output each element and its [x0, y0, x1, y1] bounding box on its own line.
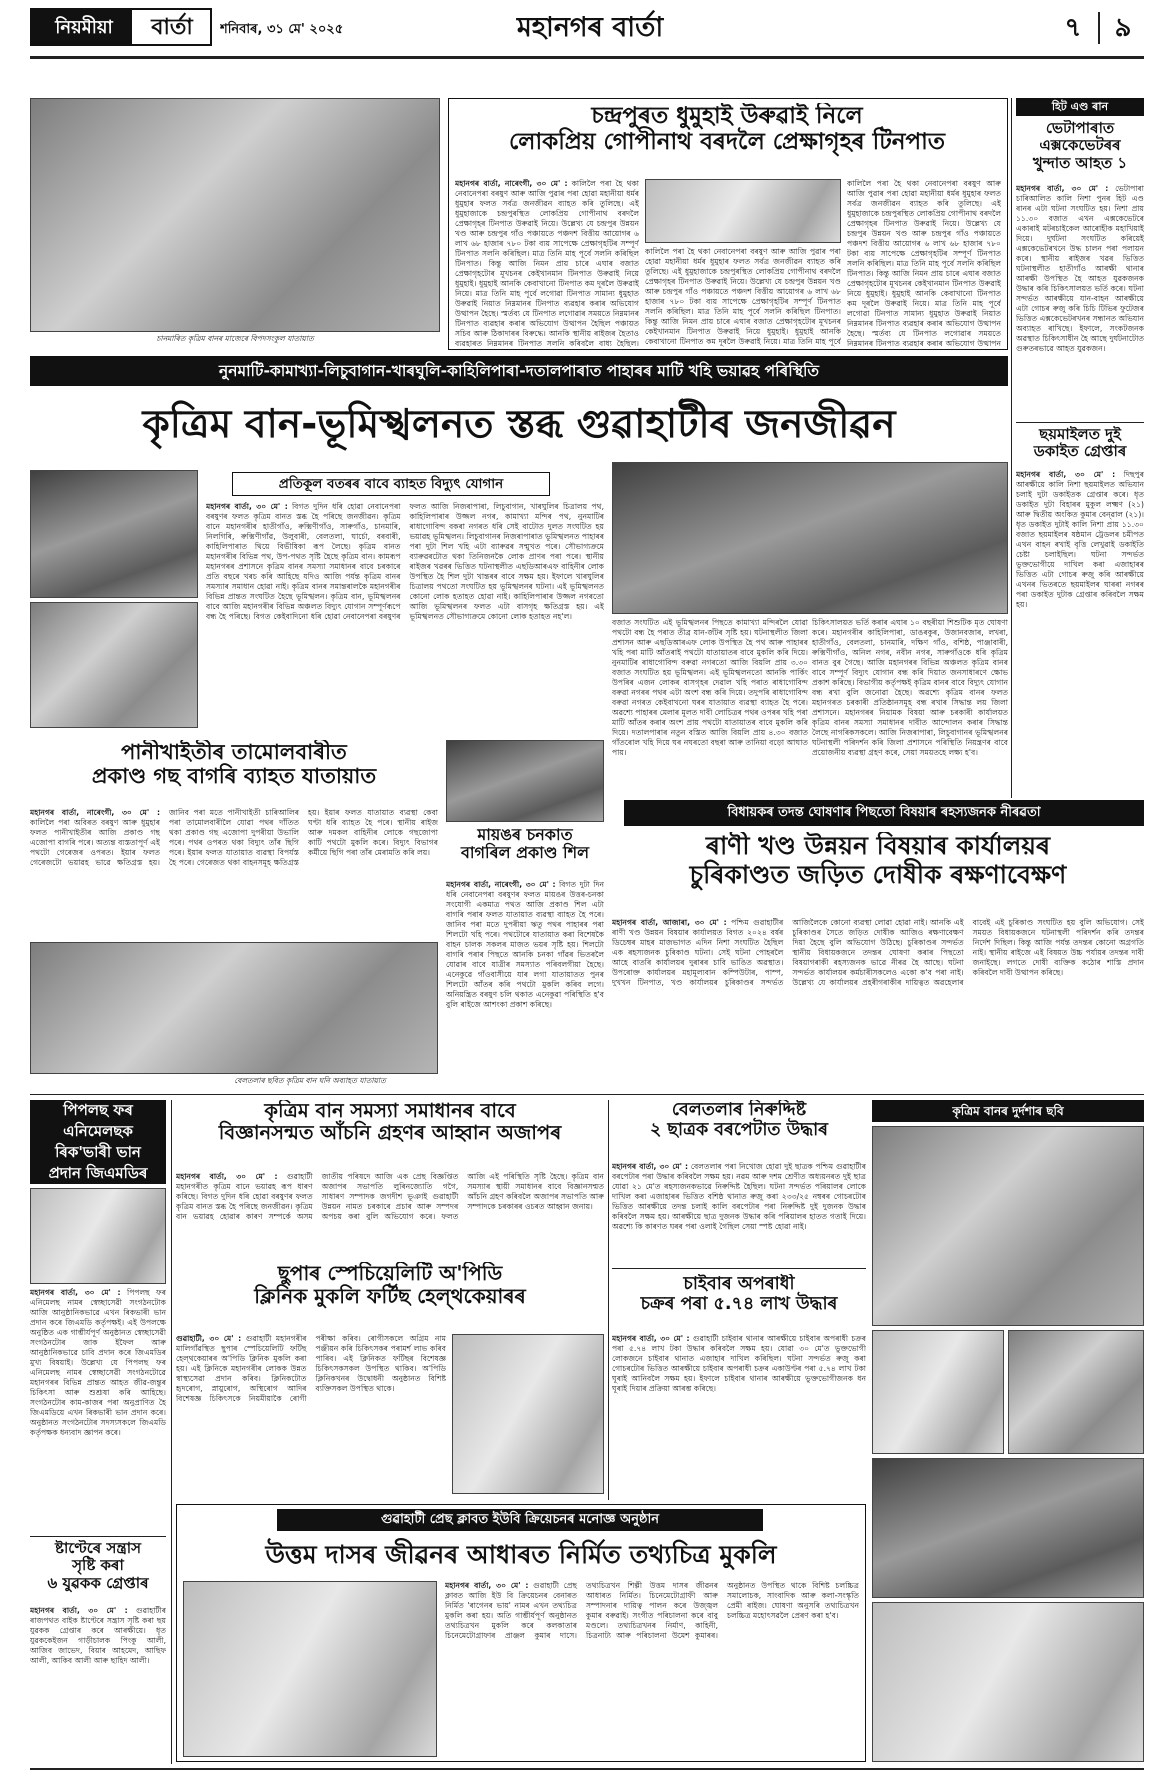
fallen-tree-photo: [612, 462, 1008, 614]
stunt-story-text: মহানগৰ বাৰ্তা, ৩০ মে' : গুৱাহাটীৰ ৰাজপথত বাইক ষ্টাণ্টেৰে সন্ত্ৰাস সৃষ্টি কৰা ছয় যুৱকক গ্ৰেপ্তাৰ কৰে আৰক্ষীয়ে। ধৃত যুৱককেইজন গাড়ীচালক পিংকু আলী, আজিব জাভেদ, বিয়াৰ আহমেদ, আছিফ আলী, আকিব আলী আৰু ছাহিদ আলী।: [30, 1606, 166, 1665]
flood-car-photo: [872, 1126, 1144, 1326]
right-column-top: [1016, 98, 1144, 618]
top-story-text-right: কালিলৈ পৰা হৈ থকা নেবানেপৰা বৰষুণ আৰু আজি পুৱাৰ পৰা হোৱা মহানীয়া ধৰ্মৰ ধুমুহাৰ ফলত সৰ্বত্ৰ জনজীৱন ব্যাহত কৰি তুলিছে। এই ধুমুহাজাকে চন্দ্ৰপুৰস্থিত লোকপ্ৰিয় গোপীনাথ বৰদলৈ প্ৰেক্ষাগৃহৰ টিনপাত উৰুৱাই নিয়ে। উল্লেখ্য যে চন্দ্ৰপুৰ উন্নয়ন খণ্ড আৰু চন্দ্ৰপুৰ গাঁও পঞ্চায়তে পঞ্চদশ বিত্তীয় আয়োগৰ ৬ লাখ ৬৮ হাজাৰ ৭৮০ টকা ব্যয় সাপেক্ষে প্ৰেক্ষাগৃহটিৰ সম্পূৰ্ণ টিনপাত সলনি কৰিছিল। মাত্ৰ তিনি মাহ পূৰ্বে সলনি কৰিছিল টিনপাত। কিন্তু আজি নিমন প্ৰায় চাৰে এঘাৰ বজাত প্ৰেক্ষাগৃহটোৰ মূখচনৰ কেইখানমান টিনপাত উৰুৱাই নিয়ে ধুমুহাই। ধুমুহাই আনকি কেবাখানো টিনপাত কম দূৰলৈ উৰুৱাই নিয়ে। মাত্ৰ তিনি মাহ পূৰ্বে লগোৱা টিনপাত সামান্য ধুমুহাত উৰুৱাই নিয়াত নিম্নমানৰ টিনপাত ব্যৱহাৰ কৰাৰ অভিযোগ উত্থাপন হৈছে। স্মৰ্তব্য যে টিনপাত লগোৱাৰ সময়তে নিম্নমানৰ টিনপাত ব্যৱহাৰ কৰাৰ অভিযোগ উত্থাপন: [847, 179, 1001, 347]
clinic-photo: [452, 1334, 604, 1494]
flood-photo-5: [872, 1602, 1144, 1762]
office-headline: ৰাণী খণ্ড উন্নয়ন বিষয়াৰ কাৰ্যালয়ৰ চুৰিকাণ্ডত জড়িত দোষীক ৰক্ষণাবেক্ষণ: [689, 832, 1067, 889]
science-story-text: মহানগৰ বাৰ্তা, ৩০ মে' : গুৱাহাটী মহানগৰীত কৃত্ৰিম বানে ভয়াৱহ ৰূপ ধাৰণ কৰিছে। বিগত দুদিন ধৰি হোৱা বৰষুণৰ ফলত কৃত্ৰিম বানত স্তব্ধ হৈ পৰিছে জনজীৱন। কৃত্ৰিম বান ভয়াৱহ হোৱাৰ কাৰণ সম্পৰ্কে অসম জাতীয় পৰিষদে আজি এক প্ৰেছ বিজ্ঞপ্তিত অজাপৰ সভাপতি লুৰিনজ্যোতি গগৈ, সাধাৰণ সম্পাদক জগদীশ ভূঞাই গুৱাহাটী উন্নয়ন নামত চৰকাৰে প্ৰচাৰ আৰু সম্পদৰ অপচয় কৰা বুলি অভিযোগ কৰে। ফলত আজি এই পৰিস্থিতি সৃষ্টি হৈছে। কৃত্ৰিম বান সমস্যাৰ স্থায়ী সমাধানৰ বাবে বিজ্ঞানসন্মত আঁচনি গ্ৰহণ কৰিবলৈ অজাপৰ সভাপতি আৰু সম্পাদকে চৰকাৰৰ ওচৰত আহ্বান জনায়।: [176, 1172, 604, 1221]
banner: নুনমাটি-কামাখ্যা-লিচুবাগান-খাৰঘুলি-কাহিলিপাৰা-দতালপাৰাত পাহাৰৰ মাটি খহি ভয়াৱহ পৰিস্থিতি: [30, 356, 1008, 386]
rock-photo: [446, 740, 604, 822]
footer-rule: [30, 1768, 1144, 1770]
flood-photo-top: [30, 98, 440, 332]
power-story-cont2: চিকিৎসালয়ত ভৰ্তি কৰাৰ এঘাৰ ১০ বছৰীয়া শিশুটিক মৃত ঘোষণা কৰে। মহানগৰীৰ কাহিলিপাৰা, ডাঙৰকুৰ, উজানবজাৰ, লখৰা, হাতীগাঁও, বেলতলা, চানমাৰি, দক্ষিণ গাঁও, বশিষ্ঠ, পাঞ্জাবাৰী, ৰুক্মিণীগাঁও, অনিল নগৰ, নবীন নগৰ, সাৰুগাঁওকে ধৰি কৃত্ৰিম বানত বুৰ গৈছে। আজি মহানগৰৰ বিভিন্ন অঞ্চলত কৃত্ৰিম বানৰ বাবে সম্পূৰ্ণ বিদ্যুৎ যোগান বন্ধ কৰি দিয়াত জনসাধাৰণে ক্ষোভ প্ৰকাশ কৰিছে। বিভাগীয় কৰ্তৃপক্ষই কৃত্ৰিম বানৰ বাবে বিদ্যুৎ যোগান বন্ধ ৰখা বুলি জনোৱা হৈছে। অৱশ্যে কৃত্ৰিম বানৰ ফলত মহানগৰত চৰকাৰী প্ৰতিষ্ঠানসমূহ বন্ধ ৰখাৰ সিদ্ধান্ত লয় জিলা প্ৰশাসনে। মহানগৰৰ নিয়ামক বিষয়া আৰু চৰকাৰী কাৰ্যালয়ত কৃত্ৰিম বানৰ সমস্যা সমাধানৰ দাবীত আন্দোলন কৰাৰ সিদ্ধান্ত লৈছে নাগৰিকসকলে। আজি নিজৰাপাৰা, লিচুবাগানৰ ভূমিস্খলনৰ ঘটনাস্থলী পৰিদৰ্শন কৰি জিলা প্ৰশাসনে পৰিস্থিতি নিয়ন্ত্ৰণৰ বাবে প্ৰয়োজনীয় ব্যৱস্থা গ্ৰহণ কৰে, সেয়া সময়তহে লক্ষ্য হ'ব।: [812, 618, 1008, 757]
film-headline: উত্তম দাসৰ জীৱনৰ আধাৰত নিৰ্মিত তথ্যচিত্ৰ মুকলি: [265, 1540, 777, 1569]
power-kicker: প্ৰতিকূল বতৰৰ বাবে ব্যাহত বিদ্যুৎ যোগান: [232, 472, 550, 496]
logo: [30, 8, 212, 46]
landslide-photo-1: [30, 470, 198, 598]
right-headline: ভেটাপাৰাত এক্সকেভেটৰৰ খুন্দাত আহত ১: [1032, 120, 1128, 172]
page-number-box: [1054, 8, 1144, 48]
power-story-cont: বজাত সংঘটিত এই ভূমিস্খলনৰ পিছতে কামাখ্যা মন্দিৰলৈ যোৱা পথটো বন্ধ হৈ পৰাত তীব্ৰ যান-জঁটৰ সৃষ্টি হয়। ঘটনাস্থলীত জিলা প্ৰশাসন আৰু এছডিআৰএফ লোক উপস্থিত হৈ পথ আৰু পাহাৰৰ খহি পৰা মাটি আঁতৰাই পথটো যাতায়াতৰ বাবে মুকলি কৰি দিয়ে। নুনমাটিৰ ৰাধাগোবিন্দ বৰুৱা নগৰতো আজি বিয়লি প্ৰায় ৩.৩০ বজাত সংঘটিত হয় ভূমিস্খলন। এই ভূমিস্খলনতো আনকি পাৰ্কিং উপৰিৰ এজন লোকৰ বাসগৃহৰ দেৱাল খহি পৰাত ৰাধাগোবিন্দ বৰুৱা নগৰৰ পথৰ এটা অংশ বন্ধ কৰি দিয়ে। তদুপৰি ৰাধাগোবিন্দ বৰুৱা নগৰত কেইবাখনো ঘৰৰ যাতায়াত ব্যৱস্থা ব্যাহত হৈ পৰে। অৱশ্যে পাহাৰৰ মেলাৰ মূলত দাবী লোচিত্ৰৰ পথৰ ওপৰৰ খহি পৰা মাটি আঁতৰ কৰাৰ অংশ প্ৰায় পথটো যাতায়াতৰ বাবে মুকলি কৰি দিয়ে। দতালপাৰাৰ নতুন বস্তিত আজি বিয়লি প্ৰায় ৪.৩০ বজাত গাঁতৰোল খহি দিয়ে ঘৰ নঘৰতো বছৰা আৰু তানিয়া বড়ো আঘাত পায়।: [612, 618, 808, 757]
tree-story-headline: পানীখাইতীৰ তামোলবাৰীত প্ৰকাণ্ড গছ বাগৰি ব্যাহত যাতায়াত: [91, 740, 377, 789]
flood-photo-4: [872, 1458, 1144, 1598]
right-kicker: হিট এণ্ড ৰান: [1016, 98, 1144, 116]
tree-story-text: মহানগৰ বাৰ্তা, নাৰেংগী, ৩০ মে' : কালিলৈ পৰা অবিৰত বৰষুণ আৰু ধুমুহাৰ ফলত পানীখাইতীৰ আজি প্ৰকাণ্ড গছ এজোপা বাগৰি পৰে। অত্যন্ত ব্যস্ততাপূৰ্ণ এই পথটো গেৰেজৰ ওপৰত। ইয়াৰ ফলত গেৰেজটো ভয়াৱহ ভাৱে ক্ষতিগ্ৰস্ত হয়। জানিব পৰা মতে পানীখাইতী চাৰিআলিৰ পৰা তামোলবাৰীলৈ যোৱা পথৰ দাঁতিত থকা প্ৰকাণ্ড গছ এজোপা দুপৰীয়া উভালি পৰে। পথৰ ওপৰত থকা বিদ্যুৎ তাঁৰ ছিগি পৰে। ইয়াৰ ফলত যাতায়াত ব্যৱস্থা বিপৰ্যস্ত হৈ পৰে। গেৰেজত থকা বাহনসমূহ ক্ষতিগ্ৰস্ত হয়। ইয়াৰ ফলত যাতায়াত ব্যৱস্থা কেবা ঘণ্টা ধৰি ব্যাহত হৈ পৰে। স্থানীয় ৰাইজ আৰু দমকল বাহিনীৰ লোকে গছজোপা কাটি পথটো মুকলি কৰে। বিদ্যুৎ বিভাগৰ কৰ্মীয়ে ছিগি পৰা তাঁৰ মেৰামতি কৰি লয়।: [30, 808, 438, 867]
clinic-headline: ছুপাৰ স্পেচিয়েলিটি অ'পিডি ক্লিনিক মুকলি ফৰ্টিছ হেল্‌থকেয়াৰৰ: [254, 1262, 526, 1308]
top-story-photo: [645, 179, 841, 243]
pipal-photo: [30, 1188, 166, 1284]
section-title: মহানগৰ বাৰ্তা: [516, 12, 664, 43]
rescue-story-text: মহানগৰ বাৰ্তা, ৩০ মে' : বেলতলাৰ পৰা নিখোজ হোৱা দুই ছাত্ৰক পশ্চিম গুৱাহাটীৰ বৰপেটাৰ পৰা উদ্ধাৰ কৰিবলৈ সক্ষম হয়। নৱম আৰু দশম শ্ৰেণীত অধ্যয়নৰত দুই ছাত্ৰ যোৱা ২১ মে'ত ৰহস্যজনকভাৱে নিৰুদ্দিষ্ট হৈছিল। ঘটনা সন্দৰ্ভত পৰিয়ালৰ লোকে দাখিল কৰা এজাহাৰৰ ভিত্তিত বশিষ্ঠ থানাত ৰুজু কৰা ২৩৩/২৫ নম্বৰৰ গোচৰটোৰ ভিত্তিত আৰক্ষীয়ে তদন্ত চলাই কালি বৰপেটাৰ পৰা নিৰুদ্দিষ্ট দুই দুজনক উদ্ধাৰ কৰিবলৈ সক্ষম হয়। আৰক্ষীয়ে ছাত্ৰ দুজনক উদ্ধাৰ কৰি পৰিয়ালৰ হাতত গতাই দিয়ে। অৱশ্যে কি কাৰণত ঘৰৰ পৰা ওলাই গৈছিল সেয়া স্পষ্ট হোৱা নাই।: [612, 1162, 866, 1231]
landslide-photo-2: [30, 602, 198, 728]
top-story-headline: চন্দ্ৰপুৰত ধুমুহাই উৰুৱাই নিলে লোকপ্ৰিয় গোপীনাথ বৰদলৈ প্ৰেক্ষাগৃহৰ টিনপাত: [508, 103, 946, 156]
page-number-right: ৯: [1114, 13, 1132, 43]
top-story-text-mid: কালিলৈ পৰা হৈ থকা নেবানেপৰা বৰষুণ আৰু আজি পুৱাৰ পৰা হোৱা মহানীয়া ধৰ্মৰ ধুমুহাৰ ফলত সৰ্বত্ৰ জনজীৱন ব্যাহত কৰি তুলিছে। এই ধুমুহাজাকে চন্দ্ৰপুৰস্থিত লোকপ্ৰিয় গোপীনাথ বৰদলৈ প্ৰেক্ষাগৃহৰ টিনপাত উৰুৱাই নিয়ে। উল্লেখ্য যে চন্দ্ৰপুৰ উন্নয়ন খণ্ড আৰু চন্দ্ৰপুৰ গাঁও পঞ্চায়তে পঞ্চদশ বিত্তীয় আয়োগৰ ৬ লাখ ৬৮ হাজাৰ ৭৮০ টকা ব্যয় সাপেক্ষে প্ৰেক্ষাগৃহটিৰ সম্পূৰ্ণ টিনপাত সলনি কৰিছিল। মাত্ৰ তিনি মাহ পূৰ্বে সলনি কৰিছিল টিনপাত। কিন্তু আজি নিমন প্ৰায় চাৰে এঘাৰ বজাত প্ৰেক্ষাগৃহটোৰ মূখচনৰ কেইখানমান টিনপাত উৰুৱাই নিয়ে ধুমুহাই। ধুমুহাই আনকি কেবাখানো টিনপাত কম দূৰলৈ উৰুৱাই নিয়ে। মাত্ৰ তিনি মাহ পূৰ্বে: [645, 247, 841, 346]
top-photo-caption: চানমাৰিত কৃত্ৰিম বানৰ মাজেৰে বিপদসংকুল যাতায়াত: [156, 334, 314, 343]
rock-story-text: মহানগৰ বাৰ্তা, নাৰেংগী, ৩০ মে' : বিগত দুটা দিন ধৰি নেবানেপৰা বৰষুণৰ ফলত মায়ঙৰ উত্তৰ-চনকা সংযোগী একমাত্ৰ পথত আজি প্ৰকাণ্ড শিল এটা বাগৰি পৰাৰ ফলত যাতায়াত ব্যৱস্থা ব্যাহত হৈ পৰে। জানিব পৰা মতে দুপৰীয়া ঋতু পথৰ পাহাৰৰ পৰা শিলটো খহি পৰে। পথটোৰে যাতায়াত কৰা বিশেষকৈ বাহন চালক সকলৰ মাজত ভয়ৰ সৃষ্টি হয়। শিলটো বাগৰি পৰাৰ পিছতে আনকি চনকা গাঁৱৰ ভিতৰলৈ যোৱাৰ বাবে যাত্ৰীৰ সমস্যাত পৰিবলগীয়া হৈছে। এনেকুৱে গাঁওবাসীয়ে যাৰ লগা যাতায়াতত পুনৰ শিলটো আঁতৰ কৰি পথটো মুকলি কৰিব লগে। অনিয়ন্ত্ৰিত বৰষুণ চলি থকাত এনেকুৱা পৰিস্থিতি হ'ব বুলি ৰাইজে আশংকা প্ৰকাশ কৰিছে।: [446, 880, 604, 1009]
page-number-left: ৭: [1064, 13, 1082, 43]
flood-photo-3: [1008, 1330, 1144, 1454]
pipal-story-text: মহানগৰ বাৰ্তা, ৩০ মে' : পিপলছ ফৰ এনিমেলছ নামৰ স্বেচ্ছাসেৱী সংগঠনটোক আজি আনুষ্ঠানিকভাৱে এখন ৰিকভাৰী ভান প্ৰদান কৰে জিএমডি কৰ্তৃপক্ষই। এই উপলক্ষে অনুষ্ঠিত এক গাম্ভীৰ্যপূৰ্ণ অনুষ্ঠানত স্বেচ্ছাসেৱী সংগঠনটোৰ জাক ইফৈল আৰু আনুষ্ঠানিকভাৱে চাবি প্ৰদান কৰে জিএমডিৰ মুখ্য বিষয়াই। উল্লেখ্য যে পিপলছ ফৰ এনিমেলছ নামৰ স্বেচ্ছাসেৱী সংগঠনটোৱে মহানগৰৰ বিভিন্ন প্ৰান্তত আহত জীৱ-জন্তুৰ চিকিৎসা আৰু শুশ্ৰূষা কৰি আহিছে। সংগঠনটোৰ কাম-কাজৰ পৰা অনুপ্ৰাণিত হৈ জিএমডিয়ে এখন ৰিকভাৰী ভান প্ৰদান কৰে। অনুষ্ঠানত সংগঠনটোৰ সদস্যসকলে জিএমডি কৰ্তৃপক্ষক ধন্যবাদ জ্ঞাপন কৰে।: [30, 1288, 166, 1437]
right-story-text: মহানগৰ বাৰ্তা, ৩০ মে' : ভেটাপাৰা চাৰিআলিত কালি নিশা পুনৰ হিট এণ্ড ৰানৰ এটা ঘটনা সংঘটিত হয়। নিশা প্ৰায় ১১.৩০ বজাত এখন এক্সকেভেটৰে একাৰাই মটৰচাইকেল আৰোহীক মহাখিয়াই দিয়ে। দুৰ্ঘটনা সংঘটিত কৰিয়েই এক্সকেভেটৰখনে উদ্ধ চালন পৰা পলায়ন কৰে। স্থানীয় ৰাইজৰ খৱৰ ভিত্তিত ঘটনাস্থলীত হাতীগাঁও আৰক্ষী থানাৰ আৰক্ষী উপস্থিত হৈ আহত যুৱকজনক উদ্ধাৰ কৰি চিকিৎসালয়ত ভৰ্তি কৰে। ঘটনা সন্দৰ্ভত আৰক্ষীয়ে যান-বাহন আৰক্ষীয়ে এটা গোচৰ ৰুজু কৰি চিচি টিভিৰ ফুটেজৰ ভিত্তিত এক্সকেভেটৰখনৰ সন্ধানত অভিযান অব্যাহত ৰাখিছে। ইফালে, সংকটজনক অৱস্থাত চিকিৎসাধীন হৈ আছে দুৰ্ঘটনাটোত গুৰুতৰভাৱে আহত যুৱকজন।: [1016, 184, 1144, 353]
rock-story-headline: মায়ঙৰ চনকাত বাগৰিল প্ৰকাণ্ড শিল: [461, 826, 589, 863]
film-story: [176, 1504, 866, 1762]
tree-photo: [30, 942, 438, 1074]
masthead-rule: [30, 56, 1144, 59]
right-photo-caption: কৃত্ৰিম বানৰ দুৰ্দশাৰ ছবি: [872, 1100, 1144, 1122]
film-photo: [183, 1581, 437, 1757]
masthead: [0, 0, 1161, 58]
logo-part1: নিয়মীয়া: [55, 17, 113, 38]
science-headline: কৃত্ৰিম বান সমস্যা সমাধানৰ বাবে বিজ্ঞানসন্মত আঁচনি গ্ৰহণৰ আহ্বান অজাপৰ: [218, 1100, 562, 1145]
logo-part2: বাৰ্তা: [151, 15, 193, 40]
stunt-headline: ষ্টাণ্টেৰে সন্ত্ৰাস সৃষ্টি কৰা ৬ যুৱকক গ্ৰেপ্তাৰ: [47, 1540, 149, 1592]
clinic-story-text: গুৱাহাটী, ৩০ মে' : গুৱাহাটী মহানগৰীৰ মালিগাঁৱস্থিত ছুপাৰ স্পেচিয়েলিটি ফৰ্টিছ হেল্‌থকেয়াৰৰ অ'পিডি ক্লিনিক মুকলি কৰা হয়। এই ক্লিনিকে মহানগৰীৰ লোকক উন্নত স্বাস্থ্যসেৱা প্ৰদান কৰিব। ক্লিনিকটোত হৃদৰোগ, স্নায়ুৰোগ, অস্থিৰোগ আদিৰ বিশেষজ্ঞ চিকিৎসকে নিয়মীয়াকৈ ৰোগী পৰীক্ষা কৰিব। ৰোগীসকলে অগ্ৰিম নাম পঞ্জীয়ন কৰি চিকিৎসকৰ পৰামৰ্শ লাভ কৰিব পাৰিব। এই ক্লিনিকত ফৰ্টিছৰ বিশেষজ্ঞ চিকিৎসকসকল উপস্থিত থাকিব। অ'পিডি ক্লিনিকখনৰ উদ্বোধনী অনুষ্ঠানত বিশিষ্ট ব্যক্তিসকল উপস্থিত থাকে।: [176, 1334, 446, 1403]
thief-headline: চাইবাৰ অপৰাধী চক্ৰৰ পৰা ৫.৭৪ লাখ উদ্ধাৰ: [640, 1274, 838, 1315]
flood-photo-2: [872, 1330, 1004, 1454]
right-headline-2: ছয়মাইলত দুই ডকাইত গ্ৰেপ্তাৰ: [1033, 426, 1127, 461]
pipal-headline: পিপলছ ফৰ এনিমেলছক ৰিক'ভাৰী ভান প্ৰদান জিএমডিৰ: [30, 1100, 166, 1184]
top-story-text-left: মহানগৰ বাৰ্তা, নাৰেংগী, ৩০ মে' : কালিলৈ পৰা হৈ থকা নেবানেপৰা বৰষুণ আৰু আজি পুৱাৰ পৰা হোৱা মহানীয়া ধৰ্মৰ ধুমুহাৰ ফলত সৰ্বত্ৰ জনজীৱন ব্যাহত কৰি তুলিছে। এই ধুমুহাজাকে চন্দ্ৰপুৰস্থিত লোকপ্ৰিয় গোপীনাথ বৰদলৈ প্ৰেক্ষাগৃহৰ টিনপাত উৰুৱাই নিয়ে। উল্লেখ্য যে চন্দ্ৰপুৰ উন্নয়ন খণ্ড আৰু চন্দ্ৰপুৰ গাঁও পঞ্চায়তে পঞ্চদশ বিত্তীয় আয়োগৰ ৬ লাখ ৬৮ হাজাৰ ৭৮০ টকা ব্যয় সাপেক্ষে প্ৰেক্ষাগৃহটিৰ সম্পূৰ্ণ টিনপাত সলনি কৰিছিল। মাত্ৰ তিনি মাহ পূৰ্বে সলনি কৰিছিল টিনপাত। কিন্তু আজি নিমন প্ৰায় চাৰে এঘাৰ বজাত প্ৰেক্ষাগৃহটোৰ মূখচনৰ কেইখানমান টিনপাত উৰুৱাই নিয়ে ধুমুহাই। ধুমুহাই আনকি কেবাখানো টিনপাত কম দূৰলৈ উৰুৱাই নিয়ে। মাত্ৰ তিনি মাহ পূৰ্বে লগোৱা টিনপাত সামান্য ধুমুহাত উৰুৱাই নিয়াত নিম্নমানৰ টিনপাত ব্যৱহাৰ কৰাৰ অভিযোগ উত্থাপন হৈছে। স্মৰ্তব্য যে টিনপাত লগোৱাৰ সময়তে নিম্নমানৰ টিনপাত ব্যৱহাৰ কৰাৰ অভিযোগ উত্থাপন হৈছিল পঞ্চায়ত সচিব আৰু ঠিকাদাৰৰ বিৰুদ্ধে। আনকি স্থানীয় ৰাইজৰ হৈতাও ব্যৱহাৰত নিম্নমানৰ টিনপাত সলনি কৰিবলৈ বাধ্য হৈছিল।: [455, 179, 639, 347]
main-headline: কৃত্ৰিম বান-ভূমিস্খলনত স্তব্ধ গুৱাহাটীৰ জনজীৱন: [142, 402, 896, 447]
tree-photo-caption: বেলতলাৰ ছবিত কৃত্ৰিম বান ঘনি অব্যাহত যাতায়াত: [234, 1076, 386, 1085]
office-story-text: মহানগৰ বাৰ্তা, আজাৰা, ৩০ মে' : পশ্চিম গুৱাহাটীৰ ৰাণী খণ্ড উন্নয়ন বিষয়াৰ কাৰ্যালয়ত বিগত ২০২৪ বৰ্ষৰ ডিচেম্বৰ মাহৰ মাজভাগত এদিন নিশা সংঘটিত হৈছিল এক ৰহস্যজনক চুৰিকাণ্ড ঘটনা। সেই ঘটনা পোহৰলৈ আহে বাতৰি কাৰ্যালয়ৰ দুৰাৰৰ চাবি ভাঙিত অৱস্থাত। উপৰোক্ত কাৰ্যালয়ৰ মহামূল্যবান কম্পিউটাৰ, পাম্প, দুখখন টিনপাত, খণ্ড কাৰ্যালয়ৰ চুৰিকাণ্ডৰ সন্দৰ্ভত আজিলৈকে কোনো ব্যৱস্থা লোৱা হোৱা নাই। আনকি এই চুৰিকাণ্ডৰ সৈতে জড়িত দোষীক আজিও ৰক্ষণাবেক্ষণ দিয়া হৈছে বুলি অভিযোগ উঠিছে। চুৰিকাণ্ডৰ সন্দৰ্ভত স্থানীয় বিধায়কজনে তদন্তৰ ঘোষণা কৰাৰ পিছতো বিষয়াগৰাকী ৰহস্যজনক ভাৱে নীৰৱ হৈ আছে। ঘটনা সন্দৰ্ভত কাৰ্যালয়ৰ কৰ্মচাৰীসকলেও একো ক'ব পৰা নাই। উল্লেখ্য যে কাৰ্যালয়ৰ প্ৰহৰীগৰাকীৰ দায়িত্বত অৱহেলাৰ বাবেই এই চুৰিকাণ্ড সংঘটিত হয় বুলি অভিযোগ। সেই সময়ত বিধায়কজনে ঘটনাস্থলী পৰিদৰ্শন কৰি তদন্তৰ নিৰ্দেশ দিছিল। কিন্তু আজি পৰ্যন্ত তদন্তৰ কোনো অগ্ৰগতি নাই। স্থানীয় ৰাইজে এই বিষয়ত উচ্চ পৰ্যায়ৰ তদন্তৰ দাবী জনাইছে। লগতে দোষী ব্যক্তিক কঠোৰ শাস্তি প্ৰদান কৰিবলৈ দাবী উত্থাপন কৰিছে।: [612, 918, 1144, 987]
office-kicker: বিধায়কৰ তদন্ত ঘোষণাৰ পিছতো বিষয়াৰ ৰহস্যজনক নীৰৱতা: [624, 800, 1144, 826]
right-story-text-2: মহানগৰ বাৰ্তা, ৩০ মে' : দিছপুৰ আৰক্ষীয়ে কালি নিশা ছয়মাইলত অভিযান চলাই দুটা ডকাইতক গ্ৰেপ্তাৰ কৰে। ধৃত ডকাইত দুটা বিহাৰৰ মুকুল লক্ষ্মণ (২১) আৰু দ্বিতীয় অংকিত কুমাৰ বেন্‌ৱাল (২১)। ধৃত ডকাইত দুটাই কালি নিশা প্ৰায় ১১.৩০ বজাত ছয়মাইলৰ ষষ্ঠমান ট্ৰেডলৰ চমীপত এখন বাহন ৰখাই বৃত্তি লেখুৱাই ডকাইতি চেষ্টা চলাইছিল। ঘটনা সন্দৰ্ভত ভুক্তভোগীয়ে দাখিল কৰা এজাহাৰৰ ভিত্তিত এটা গোচৰ ৰুজু কৰি আৰক্ষীয়ে এখনৰ ভিতৰতে ছয়মাইলৰ ঘাৰৰা নগৰৰ পৰা ডকাইত দুটাক গ্ৰেপ্তাৰ কৰিবলৈ সক্ষম হয়।: [1016, 470, 1144, 609]
thief-story-text: মহানগৰ বাৰ্তা, ৩০ মে' : গুৱাহাটী চাইবাৰ থানাৰ আৰক্ষীয়ে চাইবাৰ অপৰাধী চক্ৰৰ পৰা ৫.৭৪ লাখ টকা উদ্ধাৰ কৰিবলৈ সক্ষম হয়। যোৱা ৩০ মে'ত ভুক্তভোগী লোকজনে চাইবাৰ থানাত এজাহাৰ দাখিল কৰিছিল। ঘটনা সন্দৰ্ভত ৰুজু কৰা গোচৰটোৰ ভিত্তিত আৰক্ষীয়ে চাইবাৰ অপৰাধী চক্ৰৰ একাউণ্টৰ পৰা ৫.৭৪ লাখ টকা ঘূৰাই আনিবলৈ সক্ষম হয়। ইফালে চাইবাৰ থানাৰ আৰক্ষীয়ে ভুক্তভোগীজনক ধন ঘূৰাই দিয়াৰ প্ৰক্ৰিয়া আৰম্ভ কৰিছে।: [612, 1334, 866, 1393]
film-kicker: গুৱাহাটী প্ৰেছ ক্লাবত ইউবি ক্ৰিয়েচনৰ মনোজ্ঞ অনুষ্ঠান: [277, 1509, 763, 1531]
top-story: [448, 98, 1008, 350]
power-story-text: মহানগৰ বাৰ্তা, ৩০ মে' : বিগত দুদিন ধৰি হোৱা নেবানেপৰা বৰষুণৰ ফলত কৃত্ৰিম বানত স্তব্ধ হৈ পৰিছে জনজীৱন। কৃত্ৰিম বানে মহানগৰীৰ হাতীগাঁও, ৰুক্মিণীগাঁও, সাৰুগাঁও, চানমাৰি, নিলগিৰি, ৰুক্মিণীগাঁৱ, উলুবাৰী, বেলতলা, ঘাৰ্চো, বৰবাৰী, কাহিলিপাৰাত থিয়ে বিভীষিকা ৰূপ লৈছে। কৃত্ৰিম বানত মহানগৰীৰ বিভিন্ন পথ, উপ-পথত সৃষ্টি হৈছে কৃত্ৰিম বান। কামৰূপ মহানগৰৰ প্ৰশাসনে কৃত্ৰিম বানৰ সমস্যা সমাধানৰ বাবে চৰকাৰে প্ৰতি বছৰে খৰচ কৰি আহিছে যদিও আজি পৰ্যন্ত কৃত্ৰিম বানৰ সমস্যাৰ সমাধান হোৱা নাই। কৃত্ৰিম বানৰ সমান্তৰালকৈ মহানগৰীৰ বিভিন্ন প্ৰান্তত সংঘটিত হৈছে ভূমিস্খলন। কৃত্ৰিম বান, ভূমিস্খলনৰ বাবে আজি মহানগৰীৰ বিভিন্ন অঞ্চলত বিদ্যুৎ যোগান সম্পূৰ্ণৰূপে বন্ধ হৈ পৰিছে। বিগত কেইবাদিনো ধৰি হোৱা নেবানেপৰা বৰষুণৰ ফলত আজি নিজৰাপাৰা, লিচুবাগান, খাৰঘুলিৰ চিত্ৰালয় পথ, কাহিলিপাৰাৰ উজ্জল নগৰ, কামাখ্যা মন্দিৰ পথ, নুনমাটিৰ ৰাধাগোবিন্দ বকৰা নগৰত ধৰি সেই বাটোত দুলত সংঘটিত হয় ভয়াৱহ ভূমিস্খলন। লিচুবাগানৰ নিজৰাপাৰাত ভূমিস্খলনত পাহাৰৰ পৰা দুটা শিল খহি এটা ব্যাৰুৱৰ সন্মুখত পৰে। সৌভাগ্যক্ৰমে ব্যাৰুৱৰটোত থকা তিনিজনকৈ লোক প্ৰাণৰ পৰা পৰে। স্থানীয় ৰাইজৰ খৱৰৰ ভিত্তিত ঘটনাস্থলীত এছডিআৰএফ বাহিনীৰ লোক উপস্থিত হৈ শিল দুটা খান্তৰৰ বাবে সক্ষম হয়। ইফালে খাৰঘুলিৰ চিত্ৰালয় পথতো সংঘটিত হয় ভূমিস্খলনৰ ঘটনা। এই ভূমিস্খলনত কোনো লোক হতাহত হোৱা নাই। কাহিলিপাৰাৰ উজ্জল নগৰতো আজি ভূমিস্খলনৰ ফলত এটা বাসগৃহ ক্ষতিগ্ৰস্ত হয়। এই ভূমিস্খলনত সৌভাগ্যক্ৰমে কোনো লোক হতাহত নহ'ল।: [206, 502, 604, 621]
rescue-headline: বেলতলাৰ নিৰুদ্দিষ্ট ২ ছাত্ৰক বৰপেটাত উদ্ধাৰ: [649, 1100, 829, 1141]
film-story-text: মহানগৰ বাৰ্তা, ৩০ মে' : গুৱাহাটী প্ৰেছ ক্লাবত আজি ইউ বি ক্ৰিয়েচনৰ বেনাৰত নিৰ্মিত 'ৰাগেনৰ ভায়' নামৰ এখন তথ্যচিত্ৰ মুকলি কৰা হয়। অতি গাম্ভীৰ্যপূৰ্ণ অনুষ্ঠানত তথ্যচিত্ৰখন মুকলি কৰে কলকাতাৰ চিনেমেটোগ্ৰাফাৰ প্ৰাঞ্জল কুমাৰ দাসে। তথ্যচিত্ৰখন শিল্পী উত্তম দাসৰ জীৱনৰ আধাৰত নিৰ্মিত। চিনেমেটোগ্ৰাফী আৰু সম্পাদনাৰ দায়িত্ব পালন কৰে উজ্জ্বল কুমাৰ বৰুৱাই। সংগীত পৰিচালনা কৰে বাবু মণ্ডলে। তথ্যচিত্ৰখনৰ নিৰ্মাণ, কাহিনী, চিত্ৰনাট্য আৰু পৰিচালনা উমেশ কুমাৰৰ। অনুষ্ঠানত উপস্থিত থাকে বিশিষ্ট চলচ্চিত্ৰ সমালোচক, সাংবাদিক আৰু কলা-সংস্কৃতি প্ৰেমী ৰাইজ। ঘোষণা অনুসৰি তথ্যচিত্ৰখন চলচ্চিত্ৰ মহোৎসৱলৈ প্ৰেৰণ কৰা হ'ব।: [445, 1581, 859, 1640]
issue-date: শনিবাৰ, ৩১ মে' ২০২৫: [220, 22, 344, 37]
